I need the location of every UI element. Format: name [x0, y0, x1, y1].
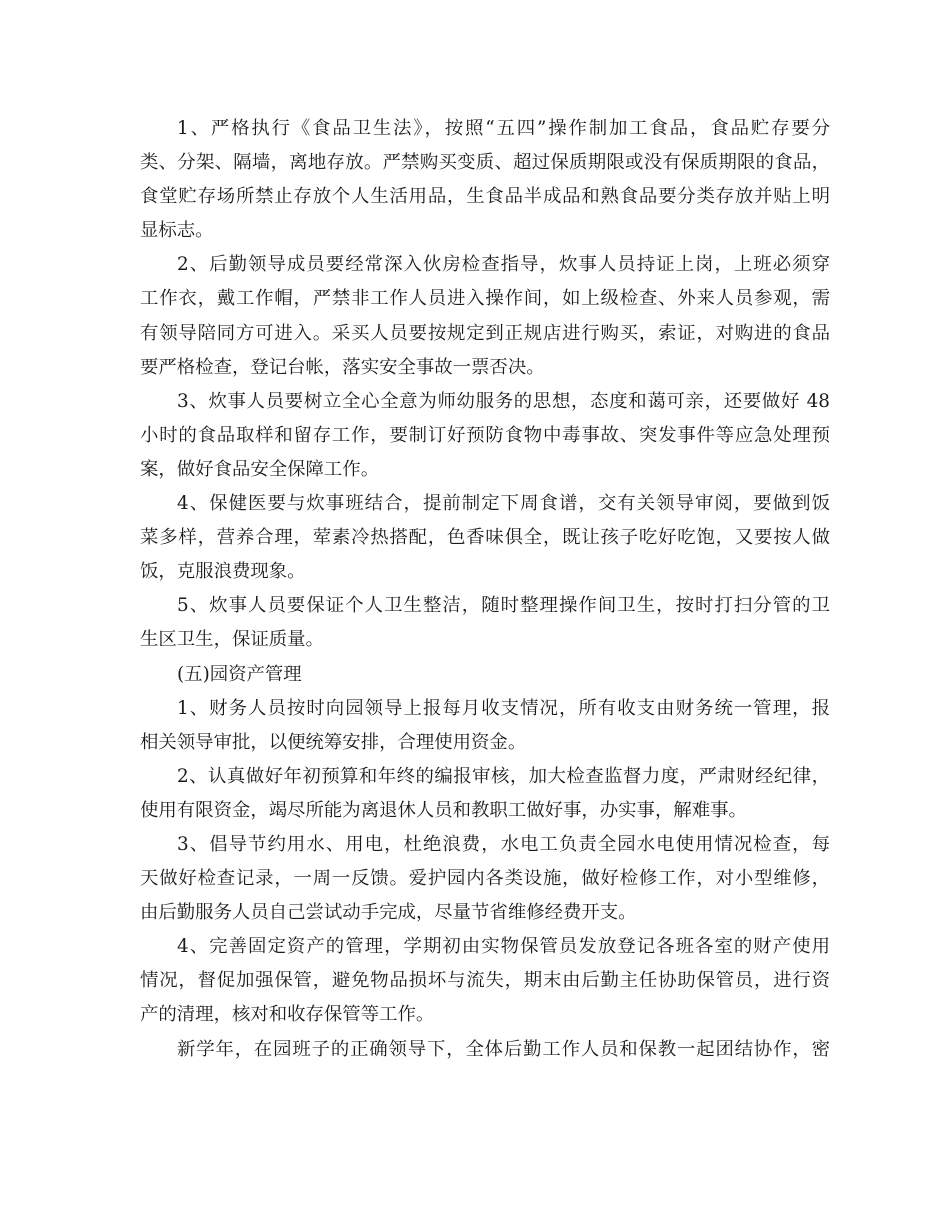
- text-line: 1、严格执行《食品卫生法》，按照“五四”操作制加工食品，食品贮存要分: [177, 118, 830, 139]
- text-line: 产的清理，核对和收存保管等工作。: [140, 1004, 435, 1026]
- text-line: 4、完善固定资产的管理，学期初由实物保管员发放登记各班各室的财产使用: [177, 936, 830, 958]
- text-line: 天做好检查记录，一周一反馈。爱护园内各类设施，做好检修工作，对小型维修，: [140, 868, 830, 890]
- text-line: 有领导陪同方可进入。采买人员要按规定到正规店进行购买，索证，对购进的食品: [140, 322, 830, 344]
- text-line: 由后勤服务人员自己尝试动手完成，尽量节省维修经费开支。: [140, 902, 637, 924]
- text-line: 菜多样，营养合理，荤素冷热搭配，色香味俱全，既让孩子吃好吃饱，又要按人做: [140, 527, 830, 549]
- text-line: 显标志。: [140, 220, 214, 242]
- text-line: 相关领导审批，以便统筹安排，合理使用资金。: [140, 731, 527, 753]
- text-line: 小时的食品取样和留存工作，要制订好预防食物中毒事故、突发事件等应急处理预: [140, 424, 830, 446]
- text-line: 1、财务人员按时向园领导上报每月收支情况，所有收支由财务统一管理，报: [177, 697, 830, 719]
- text-line: 生区卫生，保证质量。: [140, 629, 324, 651]
- text-line: 要严格检查，登记台帐，落实安全事故一票否决。: [140, 356, 545, 378]
- text-line: 类、分架、隔墙，离地存放。严禁购买变质、超过保质期限或没有保质期限的食品，: [140, 152, 830, 174]
- text-line: 4、保健医要与炊事班结合，提前制定下周食谱，交有关领导审阅，要做到饭: [177, 493, 830, 515]
- text-line: 3、炊事人员要树立全心全意为师幼服务的思想，态度和蔼可亲，还要做好 48: [177, 390, 830, 412]
- text-line: 5、炊事人员要保证个人卫生整洁，随时整理操作间卫生，按时打扫分管的卫: [177, 595, 830, 617]
- text-line: 食堂贮存场所禁止存放个人生活用品，生食品半成品和熟食品要分类存放并贴上明: [140, 186, 830, 208]
- text-line: 案，做好食品安全保障工作。: [140, 458, 380, 480]
- text-line: 新学年，在园班子的正确领导下，全体后勤工作人员和保教一起团结协作，密: [177, 1038, 830, 1060]
- text-line: (五)园资产管理: [177, 663, 302, 685]
- text-line: 2、认真做好年初预算和年终的编报审核，加大检查监督力度，严肃财经纪律，: [177, 765, 830, 787]
- text-line: 2、后勤领导成员要经常深入伙房检查指导，炊事人员持证上岗，上班必须穿: [177, 254, 830, 276]
- text-line: 工作衣，戴工作帽，严禁非工作人员进入操作间，如上级检查、外来人员参观，需: [140, 288, 830, 310]
- text-line: 情况，督促加强保管，避免物品损坏与流失，期末由后勤主任协助保管员，进行资: [140, 970, 830, 992]
- text-line: 使用有限资金，竭尽所能为离退休人员和教职工做好事，办实事，解难事。: [140, 799, 747, 821]
- text-line: 饭，克服浪费现象。: [140, 561, 306, 583]
- text-line: 3、倡导节约用水、用电，杜绝浪费，水电工负责全园水电使用情况检查，每: [177, 833, 830, 855]
- document-body: [140, 112, 830, 1067]
